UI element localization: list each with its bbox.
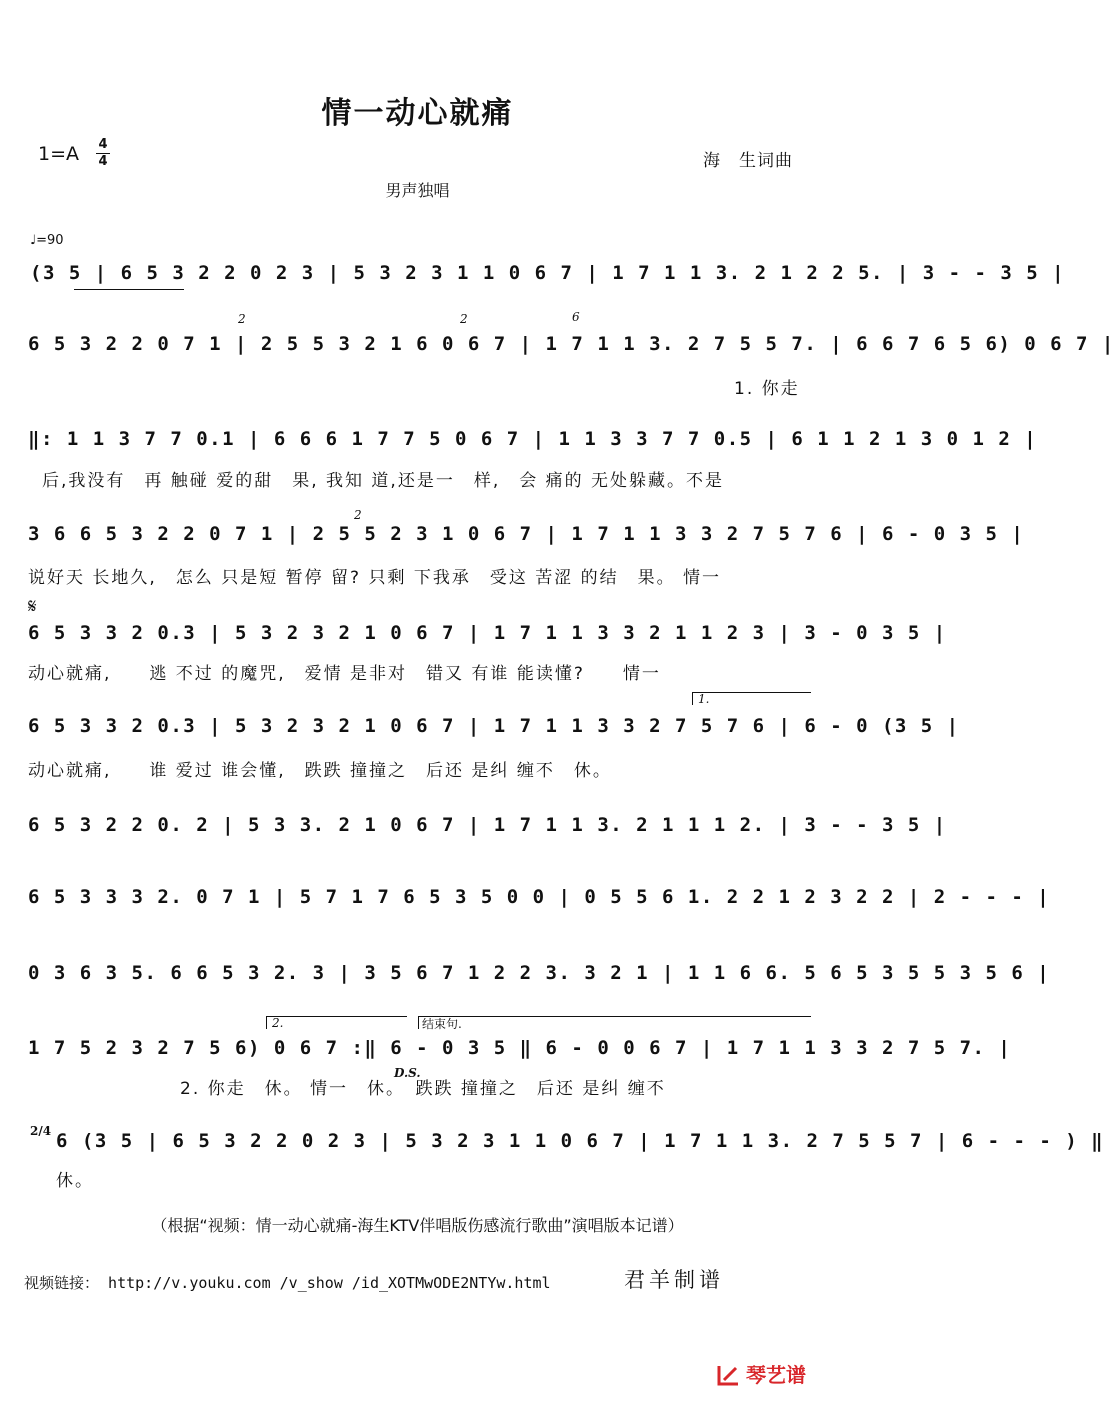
time-signature [96,138,110,169]
coda-label: 结束句. [422,1017,462,1031]
footnote: （根据“视频：情一动心就痛-海生KTV伴唱版伤感流行歌曲”演唱版本记谱） [151,1216,684,1235]
score-line-6: 6 5 3 3 2 0.3 | 5 3 2 3 2 1 0 6 7 | 1 7 1 1 3 3 2 7 5 7 6 | 6 - 0 (3 5 | [28,715,960,737]
score-line-10: 1 7 5 2 3 2 7 5 6) 0 6 7 :‖ 6 - 0 3 5 ‖ 6 - 0 0 6 7 | 1 7 1 1 3 3 2 7 5 7. | [28,1037,1012,1059]
subtitle: 男声独唱 [385,181,450,200]
score-line-3: ‖: 1 1 3 7 7 0.1 | 6 6 6 1 7 7 5 0 6 7 | 1 1 3 3 7 7 0.5 | 6 1 1 2 1 3 0 1 2 | [28,428,1038,450]
time-signature-bottom: 4 [98,154,108,169]
grace-note: 2 [238,312,246,326]
author-credit: 海 生词曲 [703,151,793,171]
score-line-4: 3 6 6 5 3 2 2 0 7 1 | 2 5 5 2 3 1 0 6 7 | 1 7 1 1 3 3 2 7 5 7 6 | 6 - 0 3 5 | [28,523,1025,545]
ending-1-label: 1. [698,692,710,706]
score-line-5: 6 5 3 3 2 0.3 | 5 3 2 3 2 1 0 6 7 | 1 7 1 1 3 3 2 1 1 2 3 | 3 - 0 3 5 | [28,622,947,644]
score-line-7: 6 5 3 2 2 0. 2 | 5 3 3. 2 1 0 6 7 | 1 7 1 1 3. 2 1 1 1 2. | 3 - - 3 5 | [28,814,947,836]
site-logo[interactable] [716,1362,824,1388]
video-link-url[interactable]: http://v.youku.com /v_show /id_XOTMwODE2NTYw.html [108,1274,551,1292]
lyric-line-4: 说好天 长地久, 怎么 只是短 暂停 留? 只剩 下我承 受这 苦涩 的结 果。 情一 [28,568,722,588]
lyric-line-5: 动心就痛, 逃 不过 的魔咒, 爱情 是非对 错又 有谁 能读懂? 情一 [28,664,661,684]
video-link-label: 视频链接： [24,1274,100,1292]
lyric-line-2: 1. 你走 [734,379,800,399]
segno-sign: 𝄋 [28,594,37,618]
ending-2-label: 2. [272,1016,284,1030]
tempo-mark: ♩=90 [30,233,64,248]
page-title: 情一动心就痛 [321,96,514,131]
score-line-11: 6 (3 5 | 6 5 3 2 2 0 2 3 | 5 3 2 3 1 1 0 6 7 | 1 7 1 1 3. 2 7 5 5 7 | 6 - - - ) ‖ [56,1130,1105,1152]
lyric-line-11: 休。 [56,1171,94,1191]
score-line-1: (3 5 | 6 5 3 2 2 0 2 3 | 5 3 2 3 1 1 0 6 7 | 1 7 1 1 3. 2 1 2 2 5. | 3 - - 3 5 | [30,262,1066,284]
lyric-line-6: 动心就痛, 谁 爱过 谁会懂, 跌跌 撞撞之 后还 是纠 缠不 休。 [28,761,612,781]
grace-note: 2 [460,312,468,326]
transcriber-signature: 君羊制谱 [624,1268,724,1292]
score-line-9: 0 3 6 3 5. 6 6 5 3 2. 3 | 3 5 6 7 1 2 2 3. 3 2 1 | 1 1 6 6. 5 6 5 3 5 5 3 5 6 | [28,962,1051,984]
grace-note: 2 [354,508,362,522]
score-line-8: 6 5 3 3 3 2. 0 7 1 | 5 7 1 7 6 5 3 5 0 0 | 0 5 5 6 1. 2 2 1 2 3 2 2 | 2 - - - | [28,886,1051,908]
dal-segno-mark: D.S. [394,1066,421,1080]
video-link [24,1272,551,1293]
grace-note: 6 [572,310,580,324]
time-signature-top: 4 [98,137,108,152]
score-line-2: 6 5 3 2 2 0 7 1 | 2 5 5 3 2 1 6 0 6 7 | 1 7 1 1 3. 2 7 5 5 7. | 6 6 7 6 5 6) 0 6 7 | [28,333,1115,355]
time-change-2-4: 2/4 [30,1124,52,1138]
key-signature: 1=A [38,143,80,165]
logo-icon [716,1362,742,1388]
lyric-line-3: 后,我没有 再 触碰 爱的甜 果, 我知 道,还是一 样, 会 痛的 无处躲藏。不是 [42,471,725,491]
lyric-line-10: 2. 你走 休。 情一 休。 跌跌 撞撞之 后还 是纠 缠不 [180,1079,666,1099]
logo-text: 琴艺谱 [746,1363,806,1387]
